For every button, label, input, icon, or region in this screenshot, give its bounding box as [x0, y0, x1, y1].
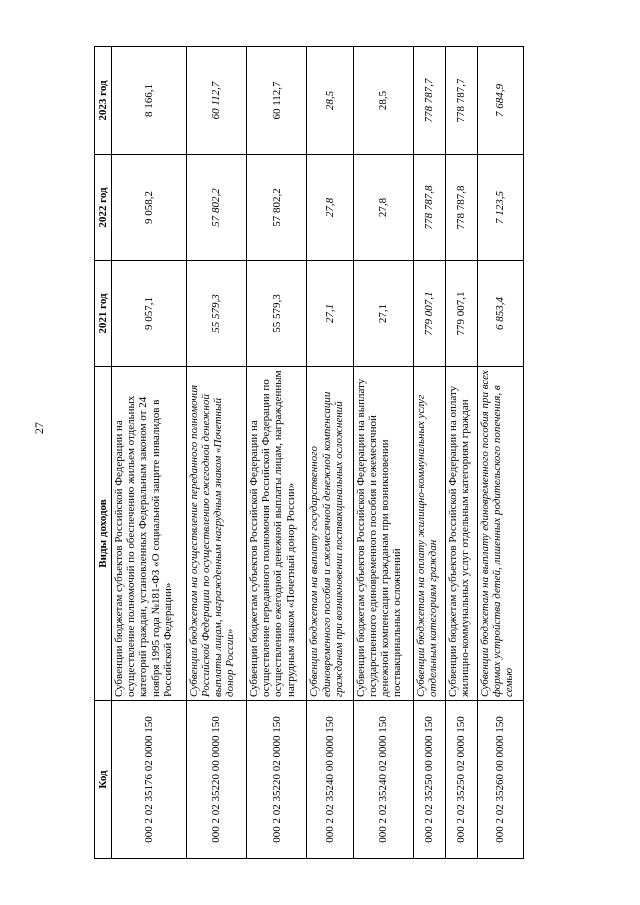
row-value-2021: 55 579,3 — [246, 261, 306, 367]
row-code: 000 2 02 35220 02 0000 150 — [246, 701, 306, 859]
row-code: 000 2 02 35240 00 0000 150 — [307, 701, 353, 859]
revenue-table — [94, 46, 524, 859]
row-value-2021: 779 007,1 — [413, 261, 445, 367]
row-description: Субвенции бюджетам субъектов Российской Федерации на осуществление полномочий по обеспечению жильем отдельных категорий граждан, установленных Федеральным законом от 24 ноября 1995 года №181-ФЗ «О социальной защите инвалидов в Российской Федерации» — [112, 367, 187, 701]
row-value-2022: 7 123,5 — [477, 155, 523, 261]
table-row — [445, 47, 477, 859]
row-value-2021: 55 579,3 — [186, 261, 246, 367]
header-code: Код — [95, 701, 112, 859]
row-value-2022: 9 058,2 — [112, 155, 187, 261]
table-row — [307, 47, 353, 859]
table-header-row — [95, 47, 112, 859]
header-description: Виды доходов — [95, 367, 112, 701]
row-code: 000 2 02 35250 02 0000 150 — [445, 701, 477, 859]
row-description: Субвенции бюджетам на выплату государственного единовременного пособия и ежемесячной денежной компенсации гражданам при возникновении поствакцинальных осложнений — [307, 367, 353, 701]
row-value-2023: 60 112,7 — [246, 47, 306, 155]
row-value-2022: 27,8 — [353, 155, 413, 261]
row-value-2023: 28,5 — [307, 47, 353, 155]
table-body — [112, 47, 524, 859]
row-description: Субвенции бюджетам субъектов Российской Федерации на осуществление переданного полномочия Российской Федерации по осуществлению ежегодной денежной выплаты лицам, награжденным нагрудным знаком «Почетный донор России» — [246, 367, 306, 701]
row-value-2021: 27,1 — [353, 261, 413, 367]
table-row — [353, 47, 413, 859]
header-2023: 2023 год — [95, 47, 112, 155]
row-value-2022: 778 787,8 — [445, 155, 477, 261]
row-description: Субвенции бюджетам на оплату жилищно-коммунальных услуг отдельным категориям граждан — [413, 367, 445, 701]
row-value-2023: 28,5 — [353, 47, 413, 155]
row-value-2023: 8 166,1 — [112, 47, 187, 155]
header-2022: 2022 год — [95, 155, 112, 261]
row-value-2021: 27,1 — [307, 261, 353, 367]
table-row — [477, 47, 523, 859]
row-value-2022: 778 787,8 — [413, 155, 445, 261]
row-code: 000 2 02 35260 00 0000 150 — [477, 701, 523, 859]
table-row — [413, 47, 445, 859]
header-2021: 2021 год — [95, 261, 112, 367]
row-value-2023: 60 112,7 — [186, 47, 246, 155]
table-row — [246, 47, 306, 859]
row-description: Субвенции бюджетам субъектов Российской Федерации на выплату государственного единовременного пособия и ежемесячной денежной компенсации гражданам при возникновении поствакцинальных осложнений — [353, 367, 413, 701]
row-value-2022: 57 802,2 — [246, 155, 306, 261]
table-row — [112, 47, 187, 859]
row-code: 000 2 02 35220 00 0000 150 — [186, 701, 246, 859]
row-value-2023: 778 787,7 — [445, 47, 477, 155]
row-value-2021: 9 057,1 — [112, 261, 187, 367]
row-code: 000 2 02 35240 02 0000 150 — [353, 701, 413, 859]
table-row — [186, 47, 246, 859]
row-value-2021: 6 853,4 — [477, 261, 523, 367]
row-value-2021: 779 007,1 — [445, 261, 477, 367]
row-value-2023: 7 684,9 — [477, 47, 523, 155]
row-value-2023: 778 787,7 — [413, 47, 445, 155]
row-code: 000 2 02 35250 00 0000 150 — [413, 701, 445, 859]
row-value-2022: 27,8 — [307, 155, 353, 261]
row-description: Субвенции бюджетам на осуществление переданного полномочия Российской Федерации по осуществлению ежегодной денежной выплаты лицам, награжденным нагрудным знаком «Почетный донор России» — [186, 367, 246, 701]
rotated-table-wrapper — [94, 47, 524, 859]
page-number: 27 — [32, 422, 46, 434]
row-code: 000 2 02 35176 02 0000 150 — [112, 701, 187, 859]
row-description: Субвенции бюджетам на выплату единовременного пособия при всех формах устройства детей, лишенных родительского попечения, в семью — [477, 367, 523, 701]
row-description: Субвенции бюджетам субъектов Российской Федерации на оплату жилищно-коммунальных услуг отдельным категориям граждан — [445, 367, 477, 701]
row-value-2022: 57 802,2 — [186, 155, 246, 261]
